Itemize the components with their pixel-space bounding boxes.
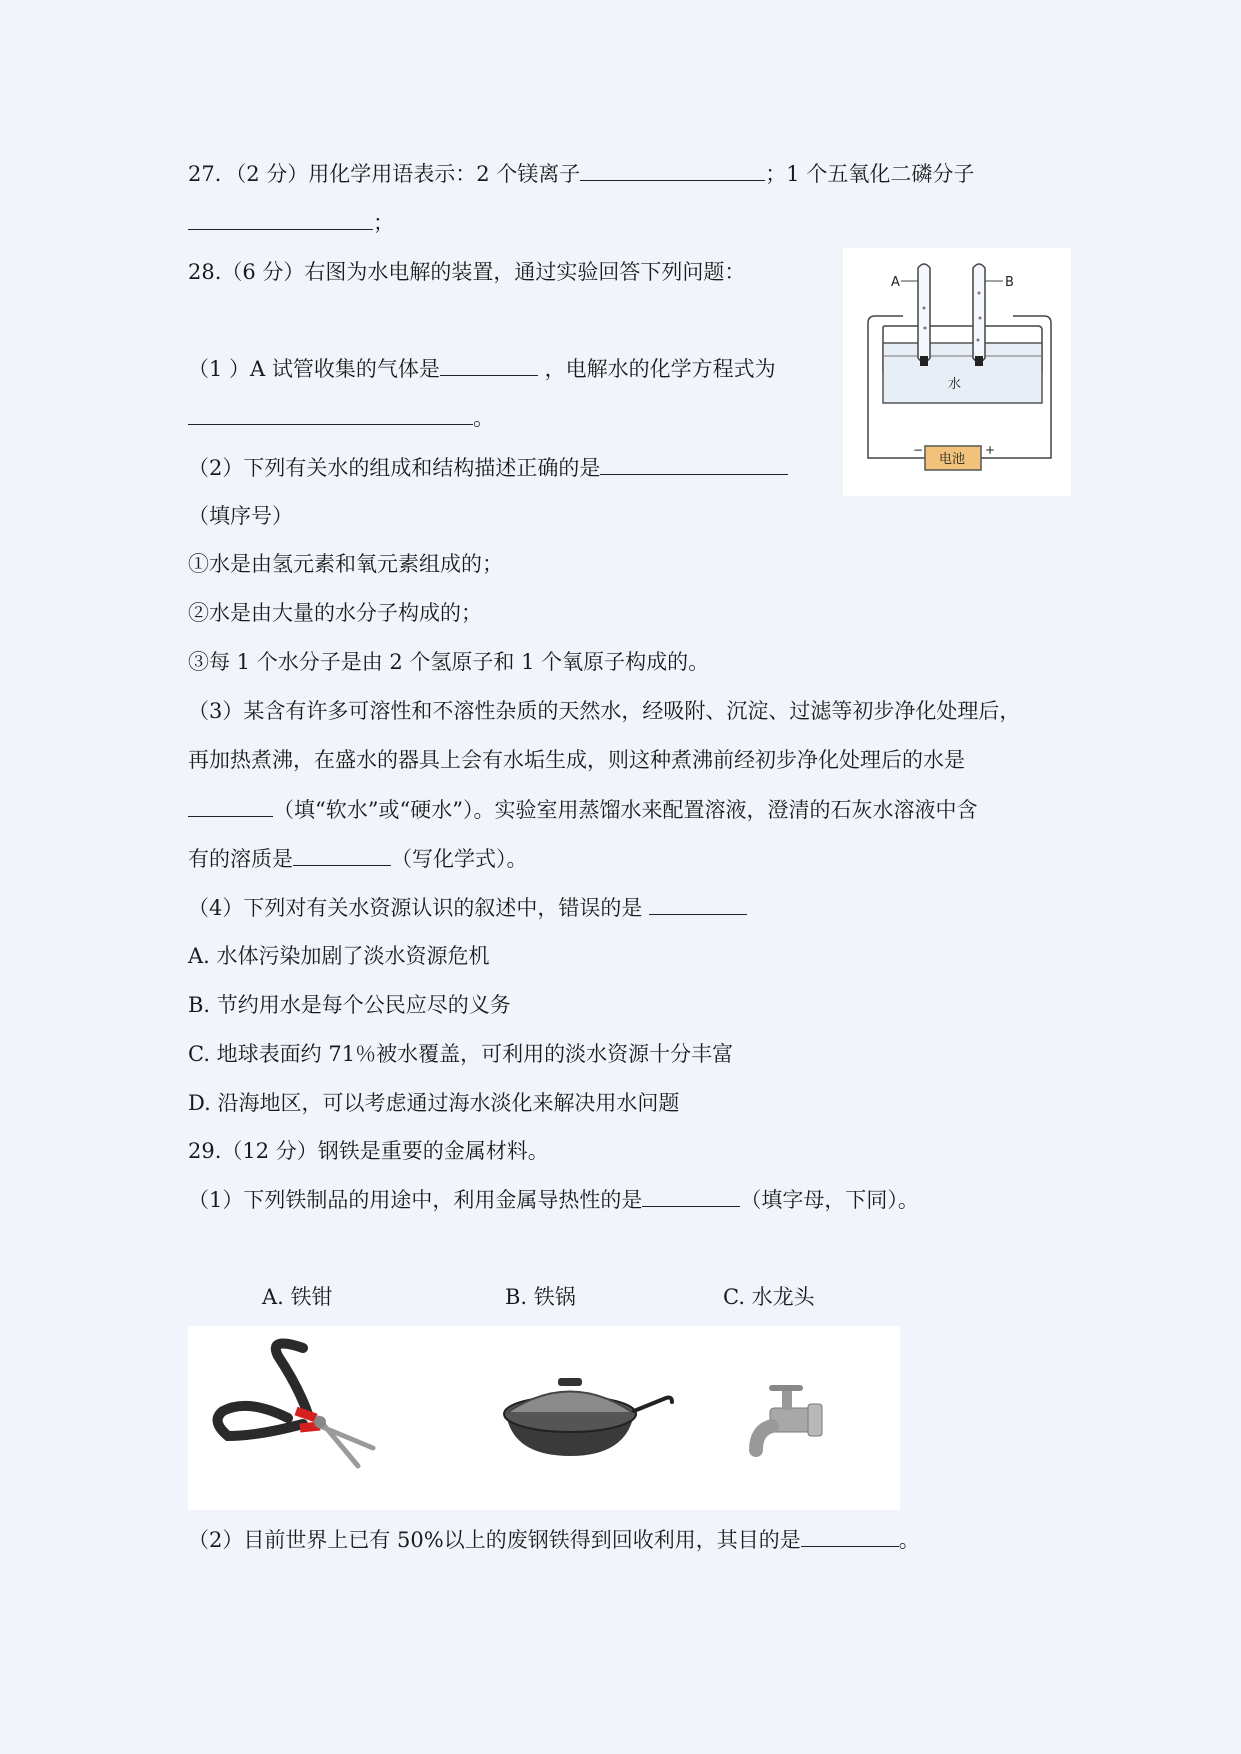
circuit-wire-corner-left	[868, 316, 903, 323]
q29-s1-line	[188, 1184, 919, 1215]
q29-pic-label-b: B. 铁锅	[505, 1285, 576, 1309]
q29-s2-text-b: 。	[898, 1528, 920, 1552]
q27-line1	[188, 158, 974, 189]
q28-option-a: A. 水体污染加剧了淡水资源危机	[188, 944, 490, 968]
q28-s1-text-a: （1 ）A 试管收集的气体是	[188, 357, 440, 381]
q28-s3-line1: （3）某含有许多可溶性和不溶性杂质的天然水，经吸附、沉淀、过滤等初步净化处理后，	[188, 699, 1021, 723]
label-a: A	[891, 275, 900, 290]
q27-text-c: ；	[373, 211, 394, 235]
q27-blank-2[interactable]	[188, 207, 373, 230]
electrolysis-diagram	[843, 248, 1071, 496]
q28-s1-blank-equation[interactable]	[188, 402, 473, 425]
q28-s1-text-b: ，电解水的化学方程式为	[544, 357, 776, 381]
battery-minus: −	[913, 443, 924, 457]
q28-s2-text-a: （2）下列有关水的组成和结构描述正确的是	[188, 456, 601, 480]
water-label: 水	[948, 377, 962, 392]
q28-item-2: ②水是由大量的水分子构成的；	[188, 601, 482, 625]
q28-s3-line2: 再加热煮沸，在盛水的器具上会有水垢生成，则这种煮沸前经初步净化处理后的水是	[188, 748, 965, 772]
circuit-wire-corner-right	[1013, 316, 1051, 323]
pliers-icon	[218, 1344, 373, 1467]
q28-option-b: B. 节约用水是每个公民应尽的义务	[188, 993, 511, 1017]
q28-s3-text-e: （写化学式）。	[391, 847, 528, 871]
q29-pic-label-c: C. 水龙头	[723, 1285, 815, 1309]
q28-s1-line2	[188, 402, 494, 433]
q28-s4-line	[188, 892, 747, 923]
q28-item-3: ③每 1 个水分子是由 2 个氢原子和 1 个氧原子构成的。	[188, 650, 710, 674]
q28-s2-blank[interactable]	[600, 452, 788, 475]
q27-text-b: ；1 个五氧化二磷分子	[765, 162, 975, 186]
label-b: B	[1005, 275, 1014, 290]
q28-s1-line1	[188, 353, 776, 384]
q28-s3-blank-solute[interactable]	[293, 843, 391, 866]
q28-s3-blank-water[interactable]	[188, 794, 273, 817]
test-tube-a	[918, 264, 930, 362]
q28-s3-text-c: （填“软水”或“硬水”）。实验室用蒸馏水来配置溶液，澄清的石灰水溶液中含	[273, 798, 978, 822]
test-tube-b	[973, 264, 985, 362]
q29-s2-blank[interactable]	[801, 1524, 899, 1547]
q28-title: 28.（6 分）右图为水电解的装置，通过实验回答下列问题：	[188, 260, 746, 284]
q28-s2-line2: （填序号）	[188, 504, 293, 528]
water-trough	[883, 343, 1042, 403]
battery-plus: +	[985, 443, 996, 457]
q28-s3-line3	[188, 794, 977, 825]
wok-icon	[504, 1378, 672, 1456]
q27-text-a: 27．（2 分）用化学用语表示：2 个镁离子	[188, 162, 581, 186]
bubble	[979, 317, 982, 320]
iron-products-figure	[188, 1326, 900, 1510]
bubble	[924, 327, 927, 330]
electrolysis-diagram-svg	[843, 248, 1071, 496]
bubble	[978, 292, 981, 295]
q29-s1-text-a: （1）下列铁制品的用途中，利用金属导热性的是	[188, 1188, 643, 1212]
q28-s4-blank[interactable]	[649, 892, 747, 915]
iron-products-svg	[188, 1326, 900, 1510]
q27-line2	[188, 207, 394, 238]
q28-s1-text-c: 。	[473, 406, 494, 430]
q29-s1-blank[interactable]	[642, 1184, 740, 1207]
q28-option-d: D. 沿海地区，可以考虑通过海水淡化来解决用水问题	[188, 1091, 680, 1115]
electrode-a	[920, 356, 928, 366]
q28-s4-text: （4）下列对有关水资源认识的叙述中，错误的是	[188, 896, 650, 920]
q29-s2-text-a: （2）目前世界上已有 50%以上的废钢铁得到回收利用，其目的是	[188, 1528, 801, 1552]
bubble	[923, 307, 926, 310]
q28-item-1: ①水是由氢元素和氧元素组成的；	[188, 552, 503, 576]
q29-pic-label-a: A. 铁钳	[262, 1285, 333, 1309]
q29-title: 29.（12 分）钢铁是重要的金属材料。	[188, 1139, 549, 1163]
q28-s2-line1	[188, 452, 788, 483]
q28-s3-line4	[188, 843, 528, 874]
faucet-icon	[756, 1388, 822, 1450]
battery-label: 电池	[939, 452, 966, 467]
q27-blank-1[interactable]	[580, 158, 765, 181]
electrode-b	[975, 356, 983, 366]
q28-s3-text-d: 有的溶质是	[188, 847, 293, 871]
q28-s1-blank-gas[interactable]	[440, 353, 538, 376]
q29-s2-line	[188, 1524, 920, 1555]
bubble	[977, 339, 980, 342]
q28-option-c: C. 地球表面约 71％被水覆盖，可利用的淡水资源十分丰富	[188, 1042, 734, 1066]
q29-s1-text-b: （填字母，下同）。	[740, 1188, 919, 1212]
